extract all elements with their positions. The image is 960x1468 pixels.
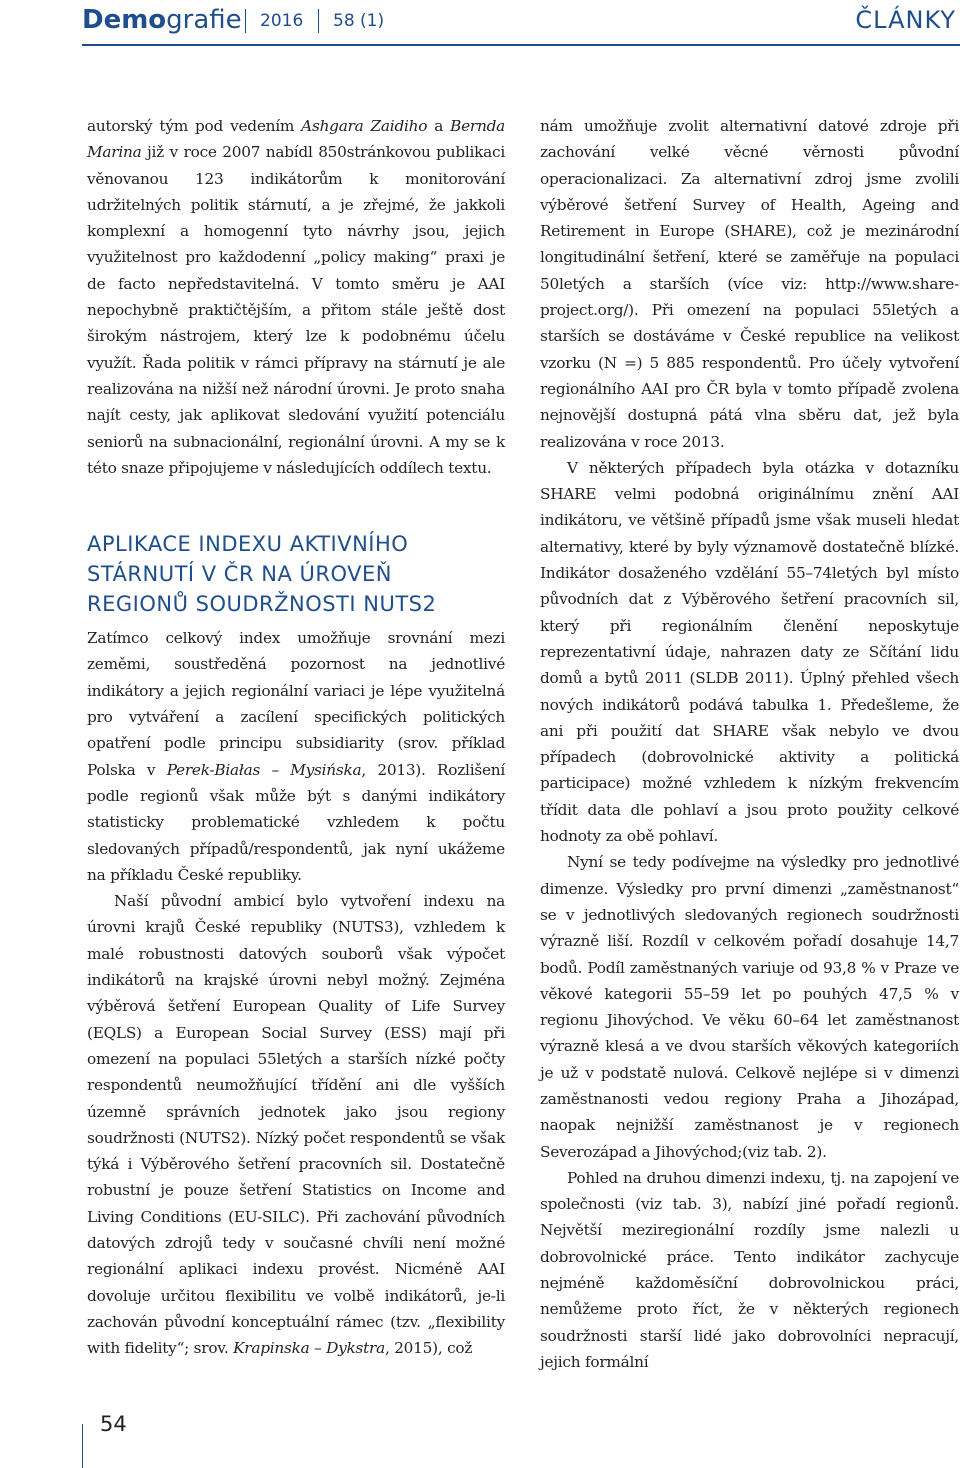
heading-line: REGIONŮ SOUDRŽNOSTI NUTS2 xyxy=(87,592,437,617)
text-run: autorský tým pod vedením xyxy=(87,117,302,135)
section-label: ČLÁNKY xyxy=(855,6,956,34)
text-run: , 2013). Rozlišení podle regionů však může být s danými indikátory statisticky problematické vzhledem k počtu sledovaných případů/respondentů, jak nyní ukážeme na příkladu České republiky. xyxy=(87,760,505,884)
italic-run: Bernda Marina xyxy=(87,117,505,162)
footer-rule xyxy=(82,1424,83,1468)
paragraph: Pohled na druhou dimenzi indexu, tj. na zapojení ve společnosti (viz tab. 3), nabízí jiné pořadí regionů. Největší meziregionální rozdíly jsme nalezli u dobrovolnické práce. Tento indikátor zachycuje nejméně každoměsíční dobrovolnickou práci, nemůžeme proto říct, že v některých regionech soudržnosti starší lidé jako dobrovolníci nepracují, jejich formální xyxy=(540,1168,959,1371)
journal-issue: 58 (1) xyxy=(333,11,385,31)
paragraph xyxy=(87,625,505,888)
running-header xyxy=(0,0,960,46)
left-column xyxy=(87,113,505,1361)
paragraph: nám umožňuje zvolit alternativní datové zdroje při zachování velké věcné věrnosti původní operacionalizaci. Za alternativní zdroj jsme zvolili výběrové šetření Survey of Health, Ageing and Retirement in Europe (SHARE), což je mezinárodní longitudinální šetření, které se zaměřuje na populaci 50letých a starších (více viz: http://www.share-project.org/). Při omezení na populaci 55letých a starších se dostáváme v České republice na velikost vzorku (N =) 5 885 respondentů. Pro účely vytvoření regionálního AAI pro ČR byla v tomto případě zvolena nejnovější dostupná pátá vlna sběru dat, jež byla realizována v roce 2013. xyxy=(540,117,959,451)
page-number: 54 xyxy=(100,1412,127,1436)
text-run: Zatímco celkový index umožňuje srovnání mezi zeměmi, soustředěná pozornost na jednotlivé indikátory a jejich regionální variaci je lépe využitelná pro vytváření a zacílení specifických politických opatření podle principu subsidiarity (srov. příklad Polska v xyxy=(87,629,505,779)
right-column xyxy=(540,113,959,1375)
paragraph: Nyní se tedy podívejme na výsledky pro jednotlivé dimenze. Výsledky pro první dimenzi „zaměstnanost“ se v jednotlivých sledovaných regionech soudržnosti výrazně liší. Rozdíl v celkovém pořadí dosahuje 14,7 bodů. Podíl zaměstnaných variuje od 93,8 % v Praze ve věkové kategorii 55–59 let po pouhých 47,5 % v regionu Jihovýchod. Ve věku 60–64 let zaměstnanost výrazně klesá a ve dvou starších věkových kategoriích je už v podstatě nulová. Celkově nejlépe si v dimenzi zaměstnanosti vedou regiony Praha a Jihozápad, naopak nejnižší zaměstnanost je v regionech Severozápad a Jihovýchod;(viz tab. 2). xyxy=(540,853,959,1161)
paragraph xyxy=(87,113,505,481)
header-rule xyxy=(82,44,960,46)
heading-line: STÁRNUTÍ V ČR NA ÚROVEŇ xyxy=(87,562,392,587)
italic-run: Perek-Białas – Mysińska xyxy=(166,760,362,779)
text-run: již v roce 2007 nabídl 850stránkovou publikaci věnovanou 123 indikátorům k monitorování udržitelných politik stárnutí, a je zřejmé, že jakkoli komplexní a homogenní tyto návrhy jsou, jejich využitelnost pro každodenní „policy making“ praxi je de facto nepředstavitelná. V tomto směru je AAI nepochybně praktičtějším, a přitom stále ještě dost širokým nástrojem, který lze k podobnému účelu využít. Řada politik v rámci přípravy na stárnutí je ale realizována na nižší než národní úrovni. Je proto snaha najít cesty, jak aplikovat sledování využití potenciálu seniorů na subnacionální, regionální úrovni. A my se k této snaze připojujeme v následujících oddílech textu. xyxy=(87,143,505,477)
paragraph: V některých případech byla otázka v dotazníku SHARE velmi podobná originálnímu znění AAI indikátoru, ve většině případů jsme však museli hledat alternativy, které by byly významově dostatečně blízké. Indikátor dosaženého vzdělání 55–74letých byl místo původních dat z Výběrového šetření pracovních sil, který při regionálním členění neposkytuje reprezentativní údaje, nahrazen daty ze Sčítání lidu domů a bytů 2011 (SLDB 2011). Úplný přehled všech nových indikátorů podává tabulka 1. Předešleme, že ani při použití dat SHARE však nebylo ve dvou případech (dobrovolnické aktivity a politická participace) možné vzhledem k nízkým frekvencím třídit data dle pohlaví a jsou proto použity celkové hodnoty za obě pohlaví. xyxy=(540,458,959,846)
text-run: , 2015), což xyxy=(384,1339,473,1358)
header-separator xyxy=(318,9,319,33)
journal-logo: Demografie xyxy=(82,5,242,35)
text-run: Naší původní ambicí bylo vytvoření indexu na úrovni krajů České republiky (NUTS3), vzhledem k malé robustnosti datových souborů však výpočet indikátorů na krajské úrovni nebyl možný. Zejména výběrová šetření European Quality of Life Survey (EQLS) a European Social Survey (ESS) mají při omezení na populaci 55letých a starších nízké počty respondentů neumožňující třídění ani dle vyšších územně správních jednotek jako jsou regiony soudržnosti (NUTS2). Nízký počet respondentů se však týká i Výběrového šetření pracovních sil. Dostatečně robustní je pouze šetření Statistics on Income and Living Conditions (EU-SILC). Při zachování původních datových zdrojů tedy v současné chvíli není možné regionální aplikaci indexu provést. Nicméně AAI dovoluje určitou flexibilitu ve volbě indikátorů, je-li zachován původní konceptuální rámec (tzv. „flexibility with fidelity“; srov. xyxy=(87,892,505,1358)
section-heading xyxy=(87,529,505,619)
heading-line: APLIKACE INDEXU AKTIVNÍHO xyxy=(87,532,409,557)
journal-year: 2016 xyxy=(260,11,304,31)
italic-run: Krapinska – Dykstra xyxy=(233,1339,385,1358)
italic-run: Ashgara Zaidiho xyxy=(301,117,428,135)
paragraph xyxy=(87,888,505,1361)
header-separator xyxy=(245,9,246,33)
text-run: a xyxy=(427,117,451,135)
